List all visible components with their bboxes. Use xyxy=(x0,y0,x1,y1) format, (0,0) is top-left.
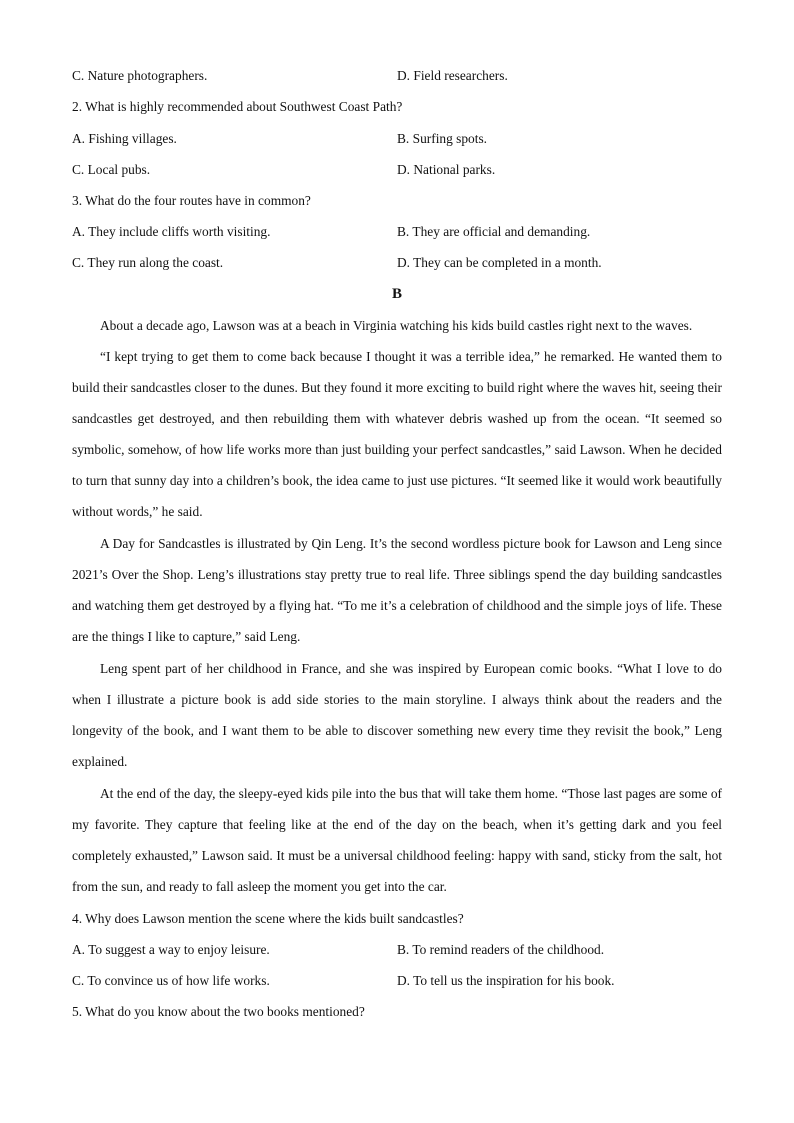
section-heading: B xyxy=(391,286,402,302)
q2-option-c: C. Local pubs. xyxy=(72,162,151,177)
question-3: 3. What do the four routes have in common? xyxy=(72,193,311,208)
q2-option-a: A. Fishing villages. xyxy=(72,131,177,146)
q1-option-c: C. Nature photographers. xyxy=(72,68,208,83)
question-4: 4. Why does Lawson mention the scene where the kids built sandcastles? xyxy=(72,911,464,926)
q2-option-d: D. National parks. xyxy=(397,162,496,177)
q3-option-a: A. They include cliffs worth visiting. xyxy=(72,224,271,239)
passage-paragraph-3: A Day for Sandcastles is illustrated by Qin Leng. It’s the second wordless picture book for Lawson and Leng since 2021’s Over the Shop. Leng’s illustrations stay pretty true to real life. Three siblings spend the day building sandcastles and watching them get destroyed by a flying hat. “To me it’s a celebration of childhood and the simple joys of life. These are the things I like to capture,” said Leng. xyxy=(72,536,722,645)
q2-option-b: B. Surfing spots. xyxy=(397,131,488,146)
passage-paragraph-2: “I kept trying to get them to come back because I thought it was a terrible idea,” he remarked. He wanted them to build their sandcastles closer to the dunes. But they found it more exciting to build right where the waves hit, seeing their sandcastles get destroyed, and then rebuilding them with whatever debris washed up from the ocean. “It seemed so symbolic, somehow, of how life works more than just building your perfect sandcastles,” said Lawson. When he decided to turn that sunny day into a children’s book, the idea came to just use pictures. “It seemed like it would work beautifully without words,” he said. xyxy=(72,349,722,520)
q4-option-d: D. To tell us the inspiration for his book. xyxy=(397,973,615,988)
passage-paragraph-4: Leng spent part of her childhood in France, and she was inspired by European comic books. “What I love to do when I illustrate a picture book is add side stories to the main storyline. I always think about the readers and the longevity of the book, and I want them to be able to discover something new every time they revisit the book,” Leng explained. xyxy=(72,661,722,770)
passage-paragraph-5: At the end of the day, the sleepy-eyed kids pile into the bus that will take them home. “Those last pages are some of my favorite. They capture that feeling like at the end of the day on the beach, when it’s getting dark and you feel completely exhausted,” Lawson said. It must be a universal childhood feeling: happy with sand, sticky from the salt, hot from the sun, and ready to fall asleep the moment you get into the car. xyxy=(72,786,722,895)
q1-option-d: D. Field researchers. xyxy=(397,68,508,83)
question-2: 2. What is highly recommended about Southwest Coast Path? xyxy=(72,99,403,114)
passage-paragraph-1: About a decade ago, Lawson was at a beach in Virginia watching his kids build castles right next to the waves. xyxy=(100,318,693,333)
q4-option-a: A. To suggest a way to enjoy leisure. xyxy=(72,942,270,957)
q3-option-b: B. They are official and demanding. xyxy=(397,224,591,239)
q3-option-c: C. They run along the coast. xyxy=(72,255,224,270)
question-5: 5. What do you know about the two books mentioned? xyxy=(72,1004,365,1019)
q3-option-d: D. They can be completed in a month. xyxy=(397,255,602,270)
q4-option-c: C. To convince us of how life works. xyxy=(72,973,270,988)
q4-option-b: B. To remind readers of the childhood. xyxy=(397,942,605,957)
